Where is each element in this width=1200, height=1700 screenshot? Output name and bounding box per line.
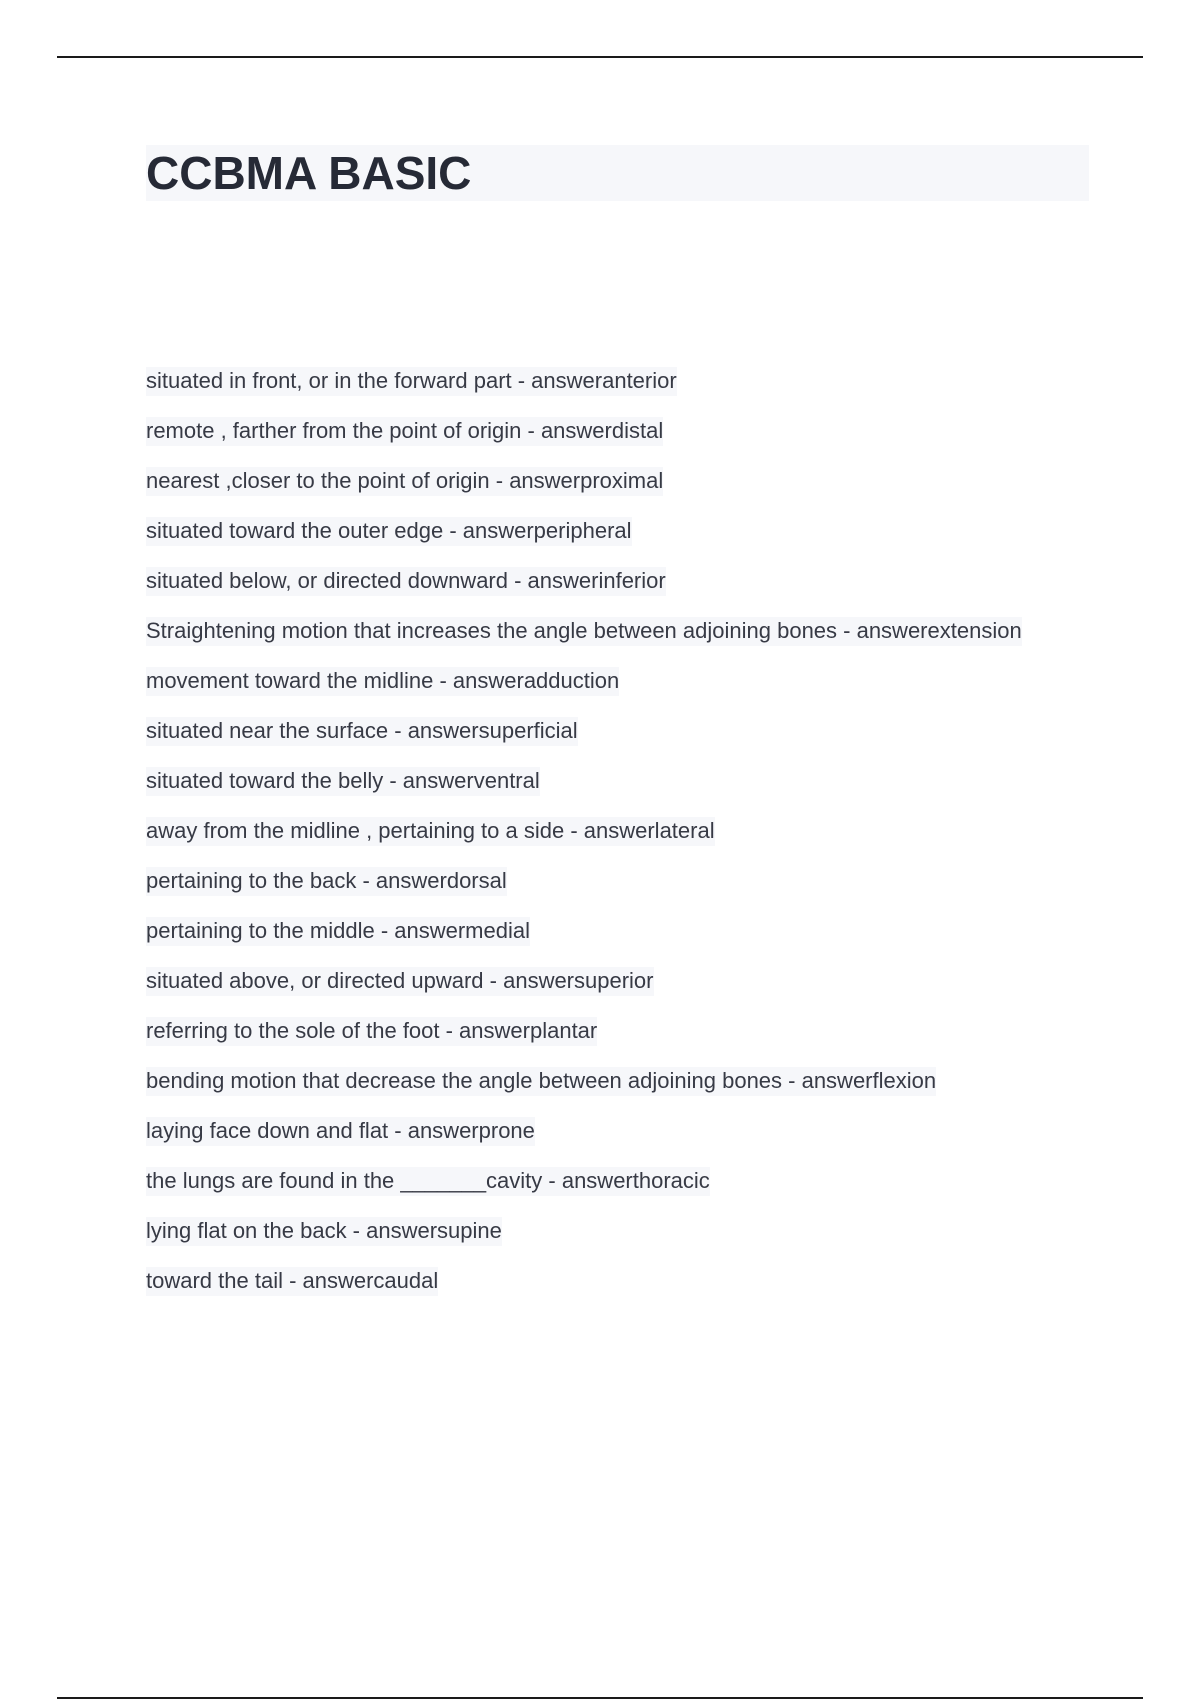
flashcard-item bbox=[146, 1067, 1046, 1095]
flashcard-item bbox=[146, 817, 1046, 845]
flashcard-item bbox=[146, 467, 1046, 495]
flashcard-text: situated near the surface - answersuperficial bbox=[146, 717, 578, 746]
flashcard-text: referring to the sole of the foot - answerplantar bbox=[146, 1017, 597, 1046]
flashcard-item bbox=[146, 617, 1046, 645]
document-title: CCBMA BASIC bbox=[146, 147, 472, 199]
flashcard-item bbox=[146, 717, 1046, 745]
flashcard-item bbox=[146, 1267, 1046, 1295]
flashcard-text: situated in front, or in the forward part - answeranterior bbox=[146, 367, 677, 396]
flashcard-text: pertaining to the middle - answermedial bbox=[146, 917, 530, 946]
flashcard-item bbox=[146, 667, 1046, 695]
flashcard-text: remote , farther from the point of origin - answerdistal bbox=[146, 417, 663, 446]
flashcard-item bbox=[146, 967, 1046, 995]
flashcard-text: Straightening motion that increases the angle between adjoining bones - answerextension bbox=[146, 617, 1022, 646]
flashcard-text: pertaining to the back - answerdorsal bbox=[146, 867, 507, 896]
flashcard-item bbox=[146, 1117, 1046, 1145]
flashcard-item bbox=[146, 767, 1046, 795]
flashcard-text: situated above, or directed upward - answersuperior bbox=[146, 967, 654, 996]
flashcard-item bbox=[146, 867, 1046, 895]
flashcard-item bbox=[146, 567, 1046, 595]
flashcard-text: nearest ,closer to the point of origin - answerproximal bbox=[146, 467, 663, 496]
flashcard-text: the lungs are found in the _______cavity - answerthoracic bbox=[146, 1167, 710, 1196]
flashcard-item bbox=[146, 367, 1046, 395]
flashcard-text: situated toward the belly - answerventral bbox=[146, 767, 540, 796]
flashcard-text: away from the midline , pertaining to a side - answerlateral bbox=[146, 817, 715, 846]
flashcard-item bbox=[146, 417, 1046, 445]
flashcard-text: situated below, or directed downward - answerinferior bbox=[146, 567, 666, 596]
flashcard-text: laying face down and flat - answerprone bbox=[146, 1117, 535, 1146]
flashcard-list bbox=[146, 367, 1046, 1317]
flashcard-text: lying flat on the back - answersupine bbox=[146, 1217, 502, 1246]
footer-rule bbox=[57, 1697, 1143, 1699]
flashcard-text: bending motion that decrease the angle between adjoining bones - answerflexion bbox=[146, 1067, 936, 1096]
flashcard-item bbox=[146, 1217, 1046, 1245]
flashcard-item bbox=[146, 917, 1046, 945]
header-rule bbox=[57, 56, 1143, 58]
flashcard-item bbox=[146, 517, 1046, 545]
flashcard-item bbox=[146, 1017, 1046, 1045]
flashcard-text: situated toward the outer edge - answerperipheral bbox=[146, 517, 632, 546]
flashcard-item bbox=[146, 1167, 1046, 1195]
flashcard-text: movement toward the midline - answeradduction bbox=[146, 667, 619, 696]
flashcard-text: toward the tail - answercaudal bbox=[146, 1267, 438, 1296]
